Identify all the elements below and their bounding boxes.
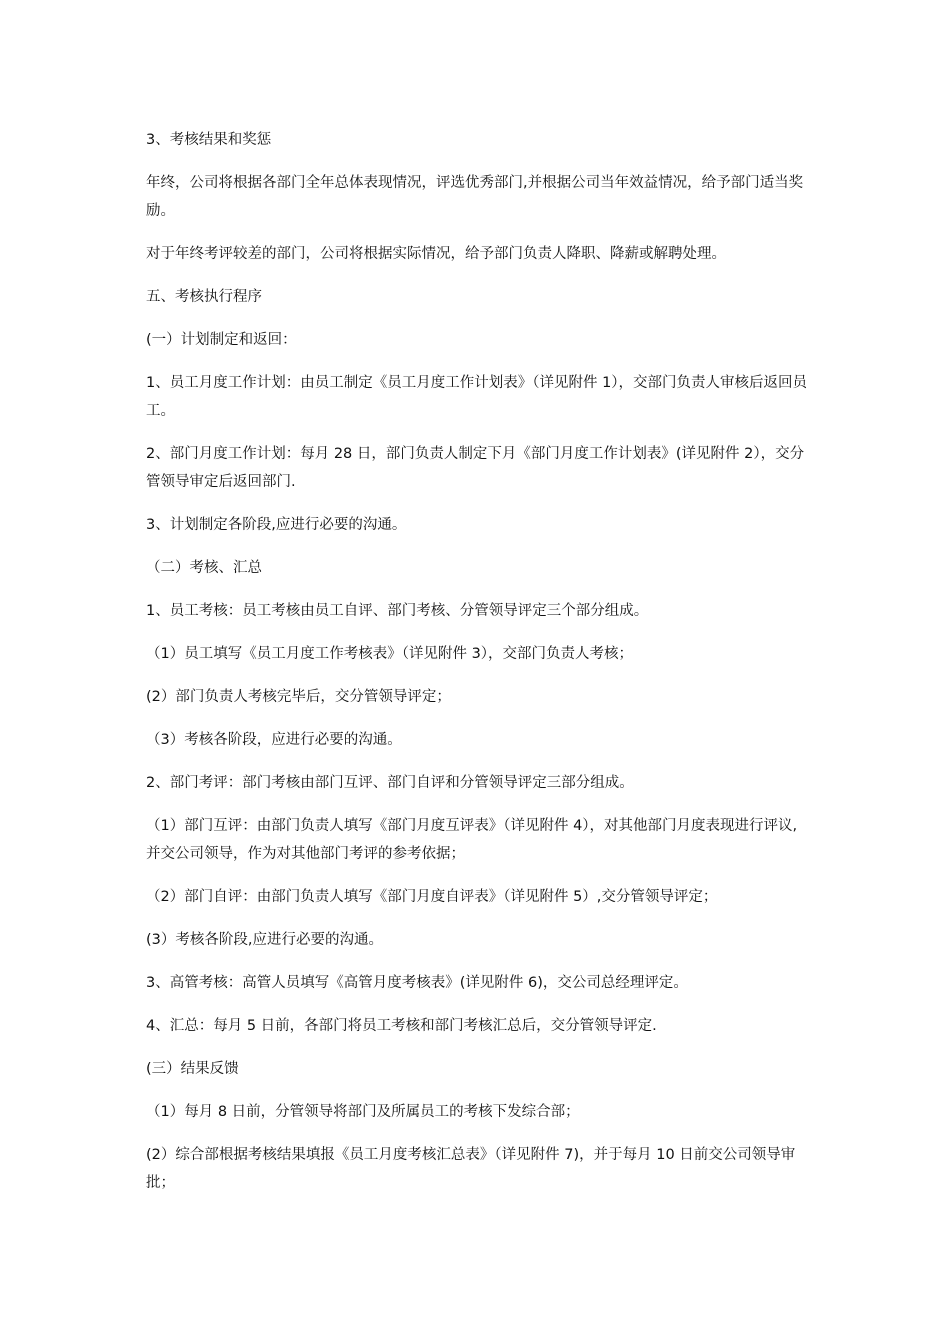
subheading-plan: (一）计划制定和返回： — [146, 332, 297, 348]
list-item-manager-review: (2）部门负责人考核完毕后，交分管领导评定； — [146, 689, 451, 705]
paragraph-department-plan: 2、部门月度工作计划：每月 28 日，部门负责人制定下月《部门月度工作计划表》(详见附件 2），交分管领导审定后返回部门. — [146, 446, 805, 490]
list-item-stage-communication: (3）考核各阶段,应进行必要的沟通。 — [146, 932, 383, 948]
paragraph-executive-assessment: 3、高管考核：高管人员填写《高管月度考核表》(详见附件 6)，交公司总经理评定。 — [146, 975, 688, 991]
paragraph-year-end-reward: 年终，公司将根据各部门全年总体表现情况，评选优秀部门,并根据公司当年效益情况，给予部门适当奖励。 — [146, 175, 804, 219]
heading-procedure: 五、考核执行程序 — [146, 289, 262, 305]
list-item-feedback-summary: (2）综合部根据考核结果填报《员工月度考核汇总表》（详见附件 7)，并于每月 10 日前交公司领导审批； — [146, 1147, 796, 1191]
paragraph-employee-assessment: 1、员工考核：员工考核由员工自评、部门考核、分管领导评定三个部分组成。 — [146, 603, 649, 619]
subheading-feedback: (三）结果反馈 — [146, 1061, 239, 1077]
paragraph-year-end-penalty: 对于年终考评较差的部门，公司将根据实际情况，给予部门负责人降职、降薪或解聘处理。 — [146, 246, 726, 262]
paragraph-summary: 4、汇总：每月 5 日前，各部门将员工考核和部门考核汇总后，交分管领导评定. — [146, 1018, 657, 1034]
list-item-employee-form: （1）员工填写《员工月度工作考核表》（详见附件 3），交部门负责人考核； — [146, 646, 634, 662]
paragraph-employee-plan: 1、员工月度工作计划：由员工制定《员工月度工作计划表》（详见附件 1），交部门负责人审核后返回员工。 — [146, 375, 808, 419]
list-item-self-review: （2）部门自评：由部门负责人填写《部门月度自评表》（详见附件 5）,交分管领导评定； — [146, 889, 718, 905]
subheading-assessment: （二）考核、汇总 — [146, 560, 262, 576]
list-item-communication: （3）考核各阶段，应进行必要的沟通。 — [146, 732, 402, 748]
document-body — [146, 126, 810, 1212]
list-item-peer-review: （1）部门互评：由部门负责人填写《部门月度互评表》（详见附件 4），对其他部门月度表现进行评议,并交公司领导，作为对其他部门考评的参考依据； — [146, 818, 798, 862]
heading-rewards: 3、考核结果和奖惩 — [146, 132, 272, 148]
paragraph-department-assessment: 2、部门考评：部门考核由部门互评、部门自评和分管领导评定三部分组成。 — [146, 775, 634, 791]
paragraph-plan-communication: 3、计划制定各阶段,应进行必要的沟通。 — [146, 517, 407, 533]
list-item-feedback-dispatch: （1）每月 8 日前，分管领导将部门及所属员工的考核下发综合部； — [146, 1104, 580, 1120]
